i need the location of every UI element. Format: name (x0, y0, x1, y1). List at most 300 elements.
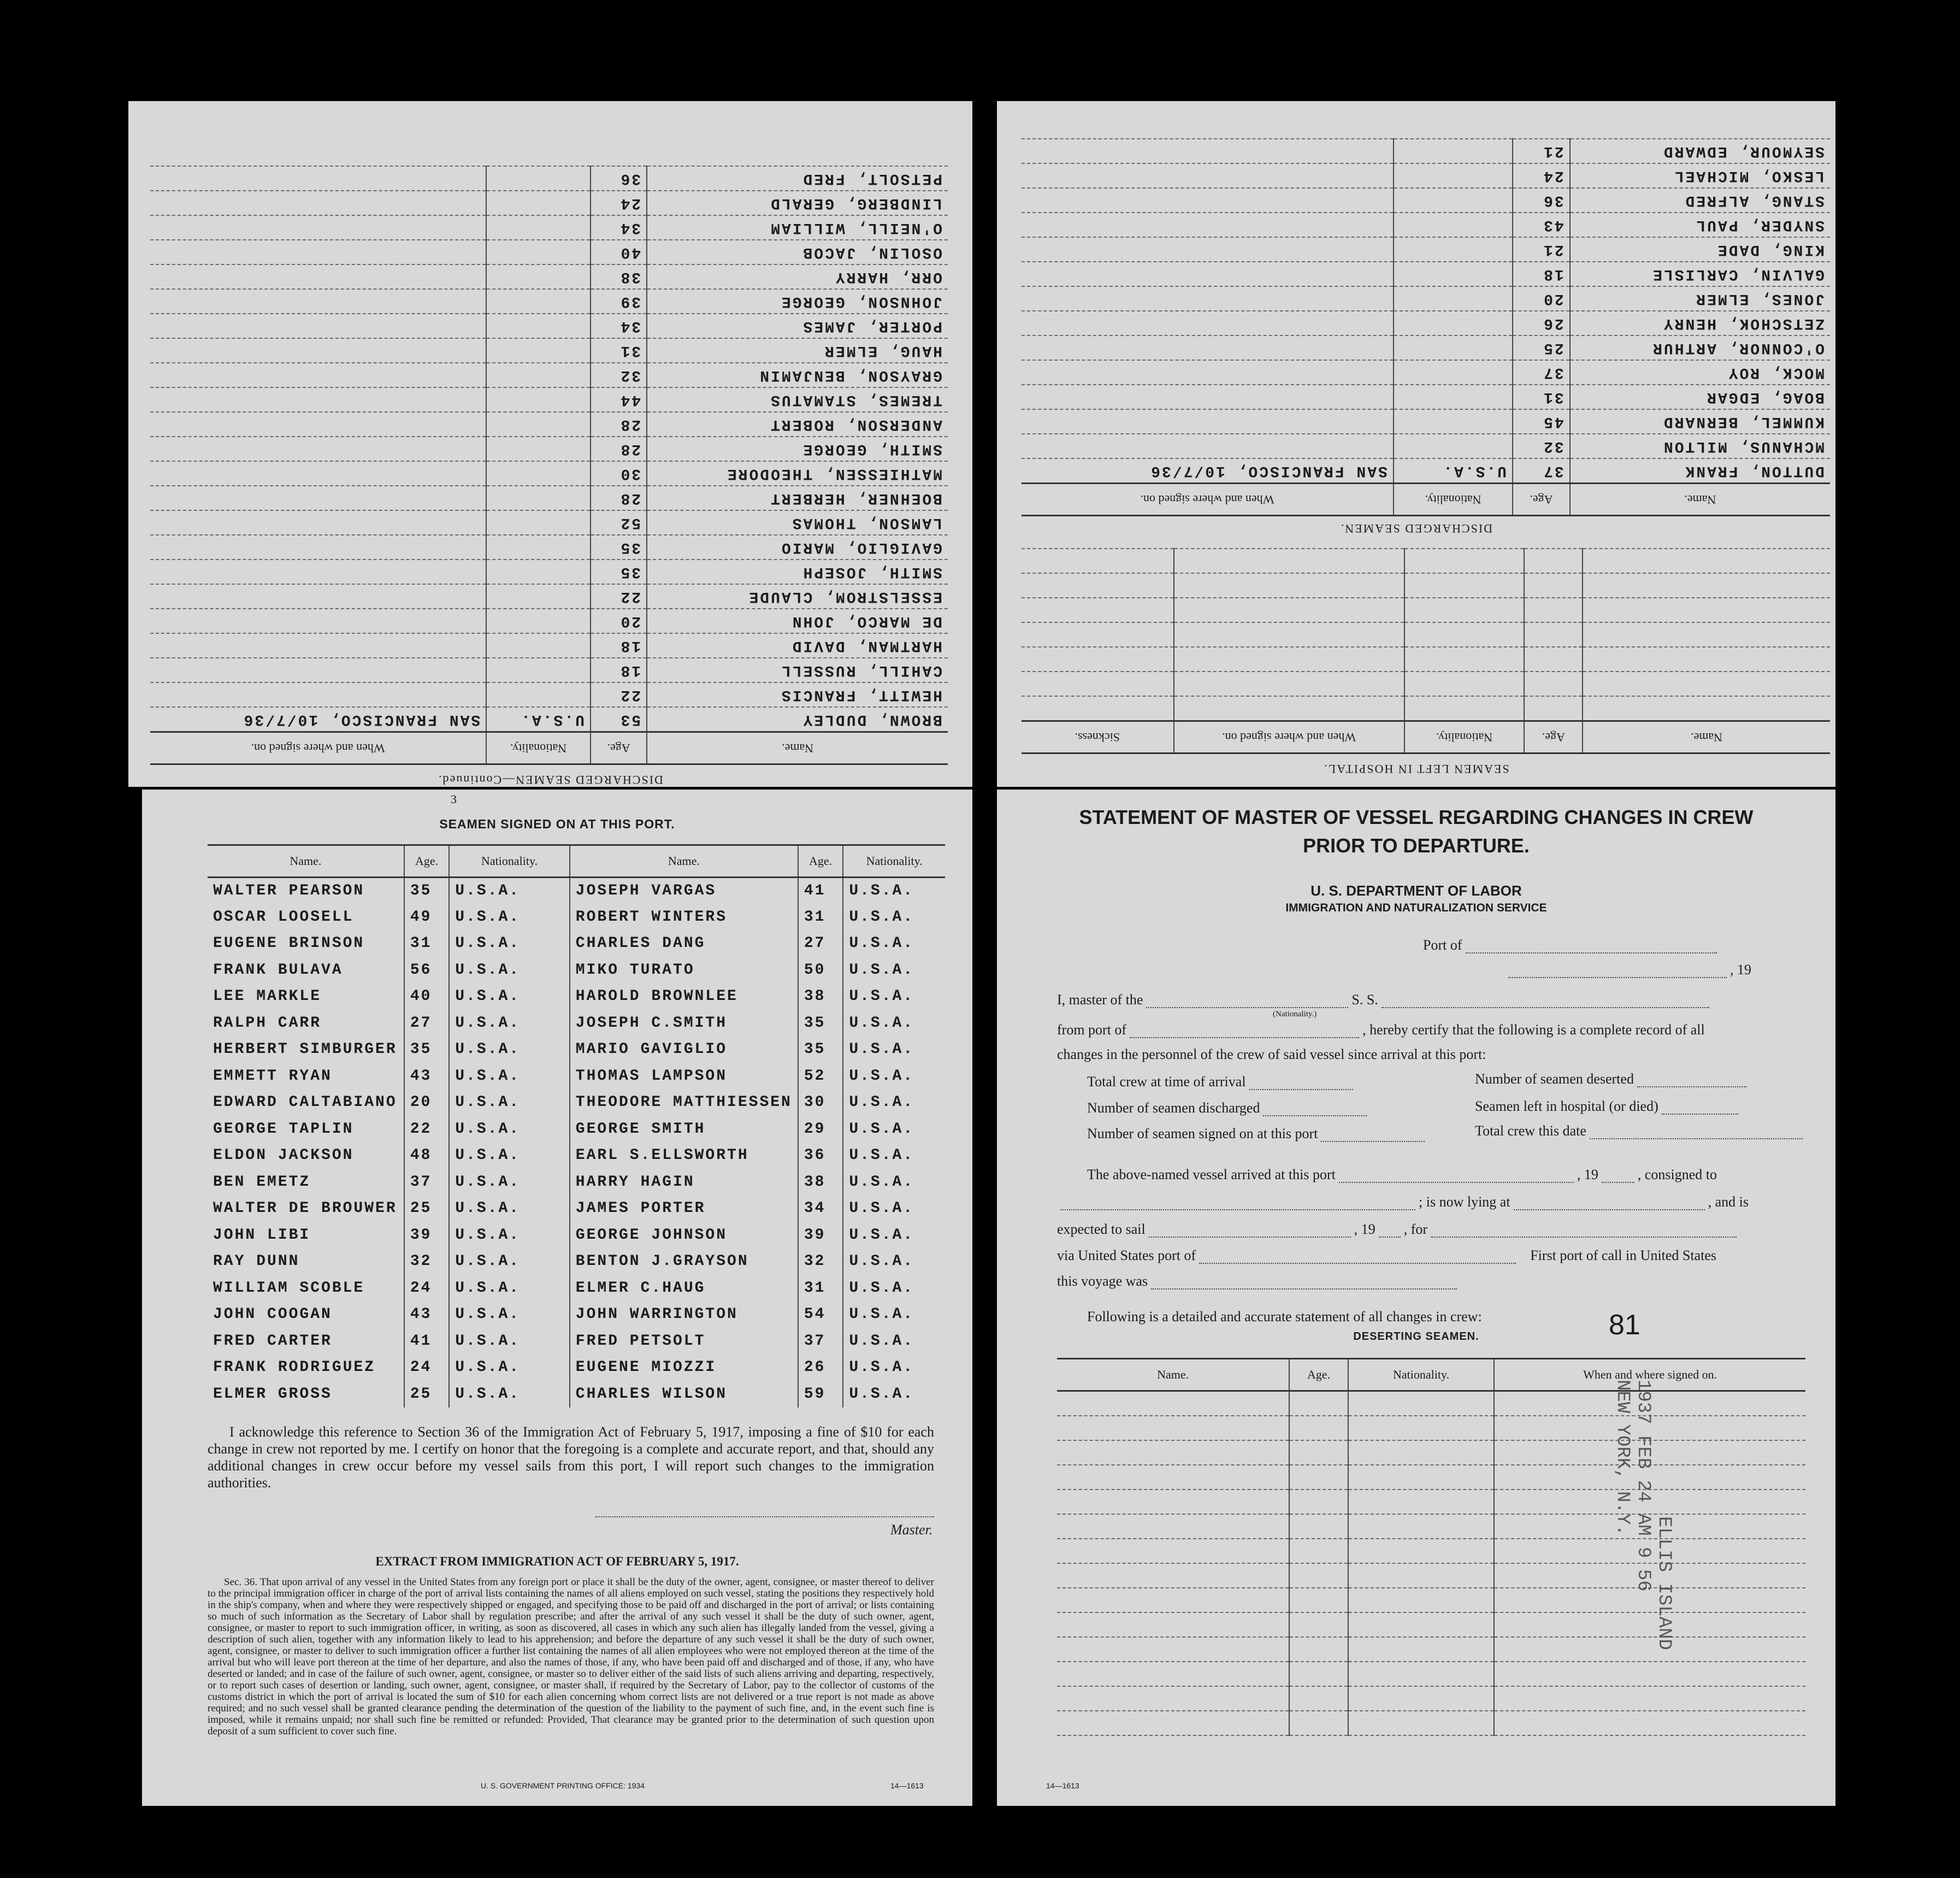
seaman-name: MARIO GAVIGLIO (570, 1037, 798, 1063)
seaman-age: 48 (404, 1143, 449, 1169)
certify-text: , hereby certify that the following is a complete record of all (1362, 1022, 1705, 1038)
deserting-nationality-cell (1348, 1391, 1494, 1416)
table-row (208, 931, 945, 957)
for-label: , for (1403, 1221, 1428, 1237)
table-row (208, 1328, 945, 1355)
table-row (1022, 286, 1830, 311)
hosp-col-signed: When and where signed on. (1174, 721, 1404, 753)
seaman-nationality: U.S.A. (449, 1249, 570, 1275)
date-field[interactable] (1508, 976, 1727, 978)
seaman-name: O'CONNOR, ARTHUR (1570, 335, 1830, 360)
deserting-name-cell (1057, 1563, 1289, 1588)
col-nationality: Nationality. (486, 732, 591, 764)
and-is-label: , and is (1708, 1194, 1749, 1210)
seaman-name: EARL S.ELLSWORTH (570, 1143, 798, 1169)
seaman-signed-on (150, 437, 486, 461)
extract-title: EXTRACT FROM IMMIGRATION ACT OF FEBRUARY 5, 1917. (375, 1555, 739, 1568)
deserting-name-cell (1057, 1465, 1289, 1490)
seaman-name: ANDERSON, ROBERT (647, 412, 948, 437)
field-discharged (1087, 1100, 1370, 1116)
discharged-input[interactable] (1263, 1115, 1367, 1116)
seaman-age: 28 (591, 437, 647, 461)
seaman-nationality (486, 240, 591, 264)
seaman-name: GEORGE JOHNSON (570, 1222, 798, 1249)
seaman-age: 26 (1513, 311, 1570, 335)
dept-name: U. S. DEPARTMENT OF LABOR (1310, 882, 1522, 899)
seaman-age: 37 (1513, 458, 1570, 484)
seaman-nationality (1394, 286, 1513, 311)
seaman-nationality: U.S.A. (449, 1381, 570, 1408)
table-row (150, 486, 948, 510)
seaman-name: HARTMAN, DAVID (647, 633, 948, 658)
seaman-name: BOAG, EDGAR (1570, 385, 1830, 409)
total-date-input[interactable] (1590, 1138, 1803, 1139)
seaman-name: KUMMEL, BERNARD (1570, 409, 1830, 434)
table-row (150, 535, 948, 560)
lying-field[interactable] (1514, 1209, 1705, 1210)
seaman-name: OSOLIN, JACOB (647, 240, 948, 264)
table-row (208, 1169, 945, 1196)
seaman-name: EUGENE MIOZZI (570, 1355, 798, 1381)
seaman-nationality: U.S.A. (449, 1222, 570, 1249)
seaman-nationality: U.S.A. (843, 1302, 945, 1328)
seaman-signed-on (150, 535, 486, 560)
des-col-age: Age. (1289, 1359, 1348, 1391)
year2-field[interactable] (1602, 1181, 1634, 1183)
seaman-nationality (486, 264, 591, 289)
seaman-name: SEYMOUR, EDWARD (1570, 139, 1830, 163)
seaman-nationality (486, 682, 591, 707)
deserting-age-cell (1289, 1563, 1348, 1588)
discharged-heading: DISCHARGED SEAMEN. (1339, 522, 1493, 535)
seaman-nationality: U.S.A. (843, 878, 945, 904)
table-row (1022, 213, 1830, 237)
seaman-nationality (486, 289, 591, 314)
col-nat-1: Nationality. (449, 845, 570, 878)
stamp-line-2: 1937 FEB 24 AM 9 56 (1633, 1380, 1654, 1592)
seaman-age: 31 (798, 904, 843, 931)
top-right-sheet (997, 101, 1835, 787)
seaman-name: LAMSON, THOMAS (647, 510, 948, 535)
seaman-signed-on (1022, 385, 1394, 409)
seaman-age: 18 (1513, 262, 1570, 286)
seaman-signed-on (1022, 213, 1394, 237)
voyage-row (1057, 1273, 1460, 1290)
table-row (150, 633, 948, 658)
seaman-age: 41 (404, 1328, 449, 1355)
seaman-age: 38 (798, 984, 843, 1010)
deserting-signed-cell (1494, 1686, 1805, 1711)
table-row (1022, 139, 1830, 163)
seaman-nationality: U.S.A. (843, 904, 945, 931)
seaman-nationality (486, 486, 591, 510)
seaman-nationality (486, 166, 591, 191)
deserting-age-cell (1289, 1490, 1348, 1514)
deserting-nationality-cell (1348, 1686, 1494, 1711)
from-port-field[interactable] (1130, 1037, 1359, 1038)
table-row (1022, 262, 1830, 286)
service-name: IMMIGRATION AND NATURALIZATION SERVICE (1285, 902, 1547, 914)
seaman-nationality (1394, 237, 1513, 262)
seaman-age: 18 (591, 658, 647, 682)
seaman-nationality (486, 215, 591, 240)
field-signed (1087, 1126, 1428, 1142)
seaman-age: 24 (404, 1355, 449, 1381)
seaman-name: BOEHNER, HERBERT (647, 486, 948, 510)
table-row (150, 387, 948, 412)
deserting-name-cell (1057, 1490, 1289, 1514)
seaman-signed-on (150, 560, 486, 584)
table-row (1022, 434, 1830, 458)
seaman-signed-on (1022, 311, 1394, 335)
table-row (150, 658, 948, 682)
seaman-age: 24 (591, 191, 647, 215)
signed-label: Number of seamen signed on at this port (1087, 1126, 1318, 1141)
table-row (150, 609, 948, 633)
seaman-nationality: U.S.A. (843, 1381, 945, 1408)
seaman-nationality: U.S.A. (449, 1275, 570, 1302)
seaman-name: JOSEPH C.SMITH (570, 1010, 798, 1037)
seaman-name: MOCK, ROY (1570, 360, 1830, 385)
seaman-age: 27 (798, 931, 843, 957)
seaman-nationality: U.S.A. (843, 1063, 945, 1090)
table-row (1057, 1637, 1805, 1662)
seaman-nationality: U.S.A. (449, 878, 570, 904)
seaman-nationality: U.S.A. (843, 1169, 945, 1196)
destination-field[interactable] (1431, 1236, 1737, 1238)
seaman-name: CHARLES WILSON (570, 1381, 798, 1408)
table-row (208, 1143, 945, 1169)
table-row (1057, 1588, 1805, 1612)
seaman-age: 35 (404, 878, 449, 904)
deserting-nationality-cell (1348, 1563, 1494, 1588)
table-row (150, 584, 948, 609)
seaman-age: 32 (591, 363, 647, 387)
seaman-nationality (1394, 335, 1513, 360)
seaman-name: LEE MARKLE (213, 988, 322, 1005)
seaman-nationality: U.S.A. (449, 1010, 570, 1037)
seaman-name: JOHNSON, GEORGE (647, 289, 948, 314)
seaman-nationality: U.S.A. (843, 1090, 945, 1116)
sail-date-field[interactable] (1149, 1236, 1351, 1238)
table-row (208, 1116, 945, 1143)
seaman-signed-on (150, 609, 486, 633)
seaman-nationality: U.S.A. (843, 931, 945, 957)
seaman-name: ORR, HARRY (647, 264, 948, 289)
seaman-signed-on (150, 289, 486, 314)
handwritten-number: 81 (1609, 1309, 1640, 1341)
seaman-name: JONES, ELMER (1570, 286, 1830, 311)
seaman-name: STANG, ALFRED (1570, 188, 1830, 213)
total-arrival-label: Total crew at time of arrival (1087, 1074, 1246, 1090)
seaman-signed-on (150, 658, 486, 682)
seaman-name: SMITH, JOSEPH (647, 560, 948, 584)
table-row (208, 1090, 945, 1116)
field-deserted (1475, 1071, 1750, 1087)
first-port-label: First port of call in United States (1530, 1247, 1717, 1263)
seaman-name: GEORGE SMITH (570, 1116, 798, 1143)
seaman-name: OSCAR LOOSELL (213, 908, 354, 926)
table-row (150, 437, 948, 461)
deserting-name-cell (1057, 1686, 1289, 1711)
seaman-age: 25 (404, 1381, 449, 1408)
seaman-nationality: U.S.A. (843, 1222, 945, 1249)
hosp-col-age: Age. (1524, 721, 1583, 753)
seaman-age: 49 (404, 904, 449, 931)
seaman-age: 31 (1513, 385, 1570, 409)
signed-on-table (208, 844, 945, 1408)
seaman-nationality: U.S.A. (449, 1355, 570, 1381)
seaman-name: KING, DADE (1570, 237, 1830, 262)
seaman-nationality: U.S.A. (449, 1090, 570, 1116)
via-field[interactable] (1199, 1262, 1516, 1264)
deserting-nationality-cell (1348, 1539, 1494, 1563)
col-name-1: Name. (208, 845, 404, 878)
seaman-age: 26 (798, 1355, 843, 1381)
seaman-signed-on (150, 412, 486, 437)
seaman-name: FRED PETSOLT (570, 1328, 798, 1355)
seaman-nationality (486, 560, 591, 584)
from-port-label: from port of (1057, 1022, 1127, 1038)
seaman-age: 34 (591, 314, 647, 338)
port-of-label: Port of (1423, 937, 1462, 953)
year3-field[interactable] (1379, 1236, 1401, 1238)
hospital-table (1022, 548, 1830, 754)
table-row (208, 1037, 945, 1063)
table-row (208, 1302, 945, 1328)
consigned-label: , consigned to (1637, 1167, 1717, 1182)
deserted-input[interactable] (1637, 1086, 1746, 1087)
seaman-nationality (486, 191, 591, 215)
table-row (1057, 1563, 1805, 1588)
des-col-signed: When and where signed on. (1494, 1359, 1805, 1391)
seaman-signed-on (150, 191, 486, 215)
seaman-age: 31 (591, 338, 647, 363)
field-hospital (1475, 1098, 1741, 1115)
top-left-sheet (128, 101, 972, 787)
col-nationality: Nationality. (1394, 484, 1513, 516)
signed-input[interactable] (1321, 1140, 1425, 1142)
seaman-name: HEWITT, FRANCIS (647, 682, 948, 707)
table-row (1057, 1662, 1805, 1686)
des-col-name: Name. (1057, 1359, 1289, 1391)
seaman-age: 30 (798, 1090, 843, 1116)
seaman-age: 24 (1513, 163, 1570, 188)
seaman-name: MCHANUS, MILTON (1570, 434, 1830, 458)
seaman-nationality: U.S.A. (449, 904, 570, 931)
seaman-age: 45 (1513, 409, 1570, 434)
seaman-age: 54 (798, 1302, 843, 1328)
hospital-input[interactable] (1662, 1113, 1738, 1115)
seaman-age: 39 (798, 1222, 843, 1249)
total-date-label: Total crew this date (1475, 1123, 1586, 1139)
changes-text: changes in the personnel of the crew of said vessel since arrival at this port: (1057, 1046, 1486, 1062)
seaman-nationality (486, 609, 591, 633)
seaman-name: JOHN WARRINGTON (570, 1302, 798, 1328)
table-row (208, 1222, 945, 1249)
seaman-name: DUTTON, FRANK (1570, 458, 1830, 484)
seaman-age: 37 (1513, 360, 1570, 385)
seaman-age: 43 (404, 1302, 449, 1328)
seaman-signed-on: SAN FRANCISCO, 10/7/36 (150, 707, 486, 732)
deserting-nationality-cell (1348, 1514, 1494, 1539)
seaman-signed-on (1022, 335, 1394, 360)
master-label: Master. (890, 1522, 933, 1538)
col-age: Age. (1513, 484, 1570, 516)
seaman-age: 36 (1513, 188, 1570, 213)
seaman-signed-on (150, 264, 486, 289)
seaman-name: EUGENE BRINSON (213, 935, 365, 952)
lying-label: ; is now lying at (1419, 1194, 1510, 1210)
deserting-nationality-cell (1348, 1416, 1494, 1440)
seaman-age: 30 (591, 461, 647, 486)
deserting-age-cell (1289, 1588, 1348, 1612)
seaman-name: RALPH CARR (213, 1014, 322, 1032)
hosp-col-name: Name. (1583, 721, 1830, 753)
extract-text: Sec. 36. That upon arrival of any vessel in the United States from any foreign port or place it shall be the duty of the owner, agent, consignee, or master thereof to deliver to the principal immigration officer in charge of the port of arrival lists containing the names of all aliens employed on such vessel, stating the positions they respectively hold in the ship's company, when and where they were respectively shipped or engaged, and specifying those to be paid off and discharged in the port of arrival; or lists containing so much of such information as the Secretary of Labor shall by regulation prescribe; and after the arrival of any such vessel it shall be the duty of such owner, agent, consignee, or master to report to such immigration officer, in writing, as soon as discovered, all cases in which any such alien has illegally landed from the vessel, giving a description of such alien, together with any information likely to lead to his apprehension; and before the departure of any such vessel it shall be the duty of such owner, agent, consignee, or master to deliver to such immigration officer a further list containing the names of all alien employees who were not employed thereon at the time of the arrival but who will leave port thereon at the time of her departure, and also the names of those, if any, who have been paid off and discharged and of those, if any, who have deserted or landed; and in case of the failure of such owner, agent, consignee, or master so to deliver either of the said lists of such aliens arriving and departing, respectively, or to report such cases of desertion or landing, such owner, agent, consignee, or master shall, if required by the Secretary of Labor, pay to the collector of customs of the customs district in which the port of arrival is located the sum of $10 for each alien concerning whom correct lists are not delivered or a true report is not made as above required; and no such vessel shall be granted clearance pending the determination of the question of the liability to the payment of such fine, and, in the event such fine is imposed, while it remains unpaid; nor shall such fine be remitted or refunded: Provided, That clearance may be granted prior to the determination of such question upon deposit of a sum sufficient to cover such fine. (208, 1576, 934, 1737)
table-row (1022, 573, 1830, 598)
deserting-heading: DESERTING SEAMEN. (1353, 1331, 1479, 1343)
deserting-signed-cell (1494, 1711, 1805, 1735)
seaman-age: 34 (591, 215, 647, 240)
col-nat-2: Nationality. (843, 845, 945, 878)
table-row (1022, 385, 1830, 409)
seaman-nationality: U.S.A. (449, 1169, 570, 1196)
seaman-nationality: U.S.A. (449, 957, 570, 984)
table-row (1057, 1465, 1805, 1490)
seaman-age: 43 (1513, 213, 1570, 237)
seaman-nationality (1394, 262, 1513, 286)
arrived-row (1087, 1167, 1717, 1183)
port-of-row (1423, 937, 1720, 953)
table-row (1057, 1490, 1805, 1514)
table-row (208, 1275, 945, 1302)
seaman-name: WALTER PEARSON (213, 882, 365, 899)
table-row (1022, 237, 1830, 262)
deserting-age-cell (1289, 1711, 1348, 1735)
seaman-name: FRANK RODRIGUEZ (213, 1359, 376, 1376)
via-label: via United States port of (1057, 1247, 1196, 1263)
table-row (150, 215, 948, 240)
seaman-age: 35 (591, 560, 647, 584)
seaman-name: JAMES PORTER (570, 1196, 798, 1222)
ship-name-field[interactable] (1382, 1006, 1709, 1008)
seaman-name: SNYDER, PAUL (1570, 213, 1830, 237)
table-row (150, 191, 948, 215)
seaman-age: 28 (591, 412, 647, 437)
hospital-heading: SEAMEN LEFT IN HOSPITAL. (1323, 762, 1509, 776)
seaman-name: LINDBERG, GERALD (647, 191, 948, 215)
seaman-name: LESKO, MICHAEL (1570, 163, 1830, 188)
col-signed: When and where signed on. (1022, 484, 1394, 516)
seaman-signed-on (1022, 139, 1394, 163)
seaman-nationality (1394, 311, 1513, 335)
table-row (208, 1010, 945, 1037)
table-row (150, 338, 948, 363)
seaman-nationality (486, 461, 591, 486)
arrived-label: The above-named vessel arrived at this port (1087, 1167, 1336, 1182)
discharged-table (1022, 138, 1830, 516)
seaman-age: 35 (404, 1037, 449, 1063)
seaman-name: THOMAS LAMPSON (570, 1063, 798, 1090)
nationality-field[interactable] (1146, 1006, 1348, 1008)
seaman-name: ESSELSTROM, CLAUDE (647, 584, 948, 609)
seaman-name: TREMES, STAMATUS (647, 387, 948, 412)
arrival-date-field[interactable] (1339, 1181, 1574, 1183)
deserting-name-cell (1057, 1612, 1289, 1637)
top-right-flipped (997, 101, 1835, 787)
deserting-age-cell (1289, 1440, 1348, 1465)
seaman-signed-on (150, 240, 486, 264)
table-row (150, 412, 948, 437)
table-row (1057, 1711, 1805, 1735)
master-of-label: I, master of the (1057, 992, 1143, 1008)
table-row (208, 1381, 945, 1408)
port-of-field[interactable] (1466, 952, 1717, 953)
table-row (1057, 1514, 1805, 1539)
seaman-name: CAHILL, RUSSELL (647, 658, 948, 682)
deserting-age-cell (1289, 1416, 1348, 1440)
via-row (1057, 1247, 1716, 1264)
seaman-signed-on (150, 486, 486, 510)
seaman-signed-on (1022, 237, 1394, 262)
seaman-nationality: U.S.A. (449, 1328, 570, 1355)
seaman-nationality: U.S.A. (843, 1328, 945, 1355)
col-age-1: Age. (404, 845, 449, 878)
table-row (150, 707, 948, 732)
seaman-name: SMITH, GEORGE (647, 437, 948, 461)
seaman-name: FRANK BULAVA (213, 961, 343, 979)
seaman-age: 31 (798, 1275, 843, 1302)
col-age: Age. (591, 732, 647, 764)
seaman-name: ELDON JACKSON (213, 1147, 354, 1164)
seaman-age: 24 (404, 1275, 449, 1302)
table-row (1022, 647, 1830, 672)
total-arrival-input[interactable] (1249, 1088, 1353, 1090)
seaman-nationality (1394, 163, 1513, 188)
top-left-flipped (128, 101, 972, 787)
seaman-age: 22 (591, 682, 647, 707)
table-row (150, 510, 948, 535)
seaman-age: 20 (591, 609, 647, 633)
year-label: , 19 (1730, 962, 1751, 978)
printing-office: U. S. GOVERNMENT PRINTING OFFICE: 1934 (481, 1781, 645, 1790)
table-row (208, 878, 945, 904)
seaman-name: HARRY HAGIN (570, 1169, 798, 1196)
consignee-field[interactable] (1060, 1209, 1415, 1210)
voyage-field[interactable] (1151, 1288, 1457, 1290)
seaman-age: 32 (798, 1249, 843, 1275)
seaman-nationality: U.S.A. (449, 984, 570, 1010)
deserting-name-cell (1057, 1588, 1289, 1612)
seaman-name: MATHIESSEN, THEODORE (647, 461, 948, 486)
form-number: 14—1613 (1046, 1781, 1079, 1790)
seaman-signed-on (1022, 360, 1394, 385)
seaman-nationality: U.S.A. (843, 1249, 945, 1275)
bottom-left-sheet (142, 790, 972, 1806)
seaman-name: ROBERT WINTERS (570, 904, 798, 931)
deserting-name-cell (1057, 1637, 1289, 1662)
seaman-nationality: U.S.A. (449, 1116, 570, 1143)
seaman-nationality (486, 437, 591, 461)
seaman-name: JOHN COOGAN (213, 1306, 332, 1323)
seaman-age: 25 (404, 1196, 449, 1222)
seaman-name: WALTER DE BROUWER (213, 1200, 397, 1217)
seaman-signed-on (1022, 262, 1394, 286)
seaman-nationality: U.S.A. (449, 1037, 570, 1063)
table-row (208, 1249, 945, 1275)
seaman-nationality: U.S.A. (843, 1355, 945, 1381)
